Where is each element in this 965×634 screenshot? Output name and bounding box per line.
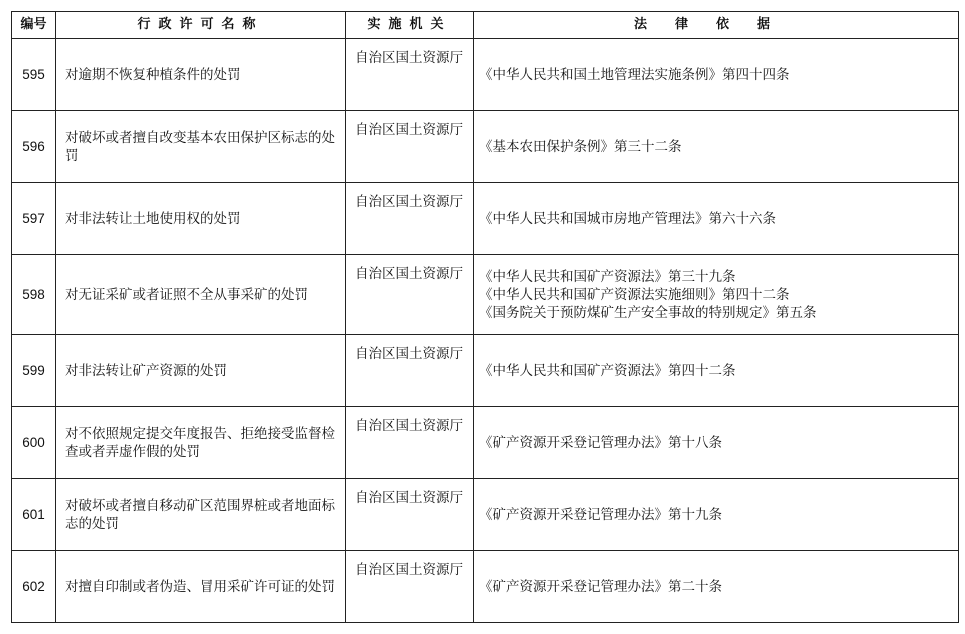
legal-basis [474,183,959,255]
header-agency: 实施机关 [346,12,474,39]
implementing-agency: 自治区国土资源厅 [346,183,474,255]
table-row [12,255,959,335]
row-number: 599 [12,335,56,407]
permit-name: 对破坏或者擅自移动矿区范围界桩或者地面标志的处罚 [56,479,346,551]
permit-name: 对逾期不恢复种植条件的处罚 [56,39,346,111]
permit-name: 对无证采矿或者证照不全从事采矿的处罚 [56,255,346,335]
implementing-agency: 自治区国土资源厅 [346,111,474,183]
implementing-agency: 自治区国土资源厅 [346,39,474,111]
table-row [12,111,959,183]
row-number: 602 [12,551,56,623]
legal-basis [474,407,959,479]
legal-basis-line: 《中华人民共和国矿产资源法》第三十九条 [479,268,736,285]
table-row [12,39,959,111]
table-body [12,39,959,623]
legal-basis [474,479,959,551]
legal-basis [474,551,959,623]
row-number: 598 [12,255,56,335]
table-row [12,479,959,551]
implementing-agency: 自治区国土资源厅 [346,255,474,335]
permits-table [11,11,959,623]
row-number: 597 [12,183,56,255]
implementing-agency: 自治区国土资源厅 [346,551,474,623]
row-number: 601 [12,479,56,551]
legal-basis [474,335,959,407]
permit-name: 对不依照规定提交年度报告、拒绝接受监督检查或者弄虚作假的处罚 [56,407,346,479]
legal-basis-line: 《矿产资源开采登记管理办法》第十八条 [479,434,722,451]
table-row [12,335,959,407]
legal-basis-line: 《中华人民共和国城市房地产管理法》第六十六条 [479,210,776,227]
row-number: 595 [12,39,56,111]
legal-basis-line: 《中华人民共和国矿产资源法》第四十二条 [479,362,736,379]
legal-basis [474,255,959,335]
row-number: 596 [12,111,56,183]
header-name: 行政许可名称 [56,12,346,39]
legal-basis-line: 《矿产资源开采登记管理办法》第二十条 [479,578,722,595]
legal-basis-line: 《国务院关于预防煤矿生产安全事故的特别规定》第五条 [479,304,817,321]
implementing-agency: 自治区国土资源厅 [346,479,474,551]
permit-name: 对非法转让土地使用权的处罚 [56,183,346,255]
permit-name: 对非法转让矿产资源的处罚 [56,335,346,407]
legal-basis-line: 《中华人民共和国矿产资源法实施细则》第四十二条 [479,286,790,303]
implementing-agency: 自治区国土资源厅 [346,407,474,479]
header-num: 编号 [12,12,56,39]
implementing-agency: 自治区国土资源厅 [346,335,474,407]
legal-basis-line: 《基本农田保护条例》第三十二条 [479,138,682,155]
permit-name: 对擅自印制或者伪造、冒用采矿许可证的处罚 [56,551,346,623]
legal-basis [474,39,959,111]
header-basis: 法律依据 [474,12,959,39]
legal-basis-line: 《中华人民共和国土地管理法实施条例》第四十四条 [479,66,790,83]
table-row [12,407,959,479]
legal-basis-line: 《矿产资源开采登记管理办法》第十九条 [479,506,722,523]
permit-name: 对破坏或者擅自改变基本农田保护区标志的处罚 [56,111,346,183]
table-row [12,551,959,623]
table-row [12,183,959,255]
table-header-row [12,12,959,39]
row-number: 600 [12,407,56,479]
legal-basis [474,111,959,183]
